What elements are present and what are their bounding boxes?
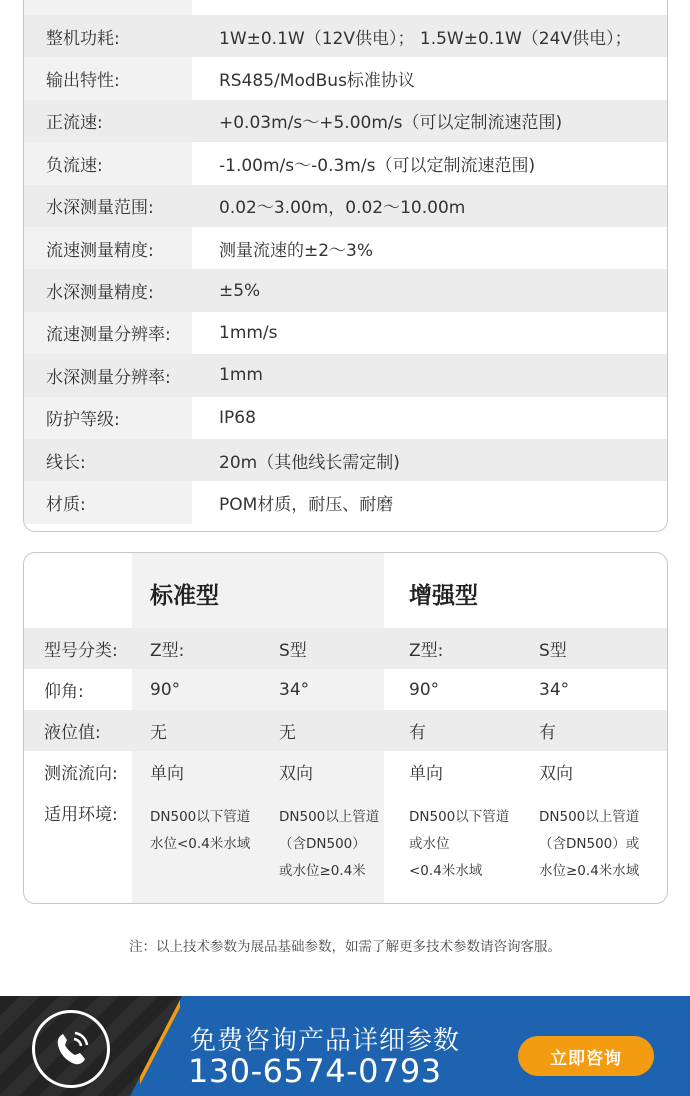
spec-value: 1W±0.1W（12V供电）； 1.5W±0.1W（24V供电）； (219, 28, 632, 49)
spec-row (24, 312, 667, 354)
banner-title: 免费咨询产品详细参数 (190, 1026, 461, 1056)
spec-label: 正流速: (46, 113, 103, 134)
spec-label: 线长: (46, 452, 86, 473)
compare-card (23, 552, 668, 904)
spec-label: 流速测量精度: (24, 227, 192, 269)
compare-row (24, 628, 667, 669)
spec-row (24, 57, 667, 99)
spec-value: RS485/ModBus标准协议 (219, 71, 415, 92)
spec-label: 整机功耗: (46, 28, 120, 49)
spec-row (24, 100, 667, 142)
compare-label: 型号分类: (44, 641, 118, 661)
consult-now-button[interactable]: 立即咨询 (518, 1036, 654, 1076)
spec-label: 流速测量分辨率: (24, 312, 192, 354)
spec-row (24, 481, 667, 523)
spec-value: 1mm/s (219, 322, 278, 343)
compare-cell: Z型: (150, 641, 185, 661)
env-cell-1: DN500以下管道 水位<0.4米水域 (150, 809, 251, 852)
spec-value: IP68 (219, 407, 256, 428)
spec-value: ±5% (219, 280, 261, 301)
compare-rows (24, 628, 667, 792)
env-cell-2: DN500以上管道 （含DN500） 或水位≥0.4米 (279, 809, 380, 879)
spec-value: POM材质，耐压、耐磨 (219, 494, 394, 515)
consult-banner[interactable] (0, 996, 690, 1096)
compare-cell: 34° (279, 679, 310, 700)
env-cell-4: DN500以上管道 （含DN500）或 水位≥0.4米水域 (539, 809, 640, 879)
compare-cell: 双向 (539, 764, 573, 784)
compare-cell: 34° (539, 679, 570, 700)
spec-label: 水深测量分辨率: (46, 367, 171, 388)
compare-cell: 无 (279, 723, 296, 743)
spec-row (24, 439, 667, 481)
spec-label: 材质: (24, 481, 192, 523)
compare-label: 仰角: (44, 682, 84, 702)
spec-rows (24, 15, 667, 524)
footnote: 注：以上技术参数为展品基础参数，如需了解更多技术参数请咨询客服。 (129, 939, 561, 955)
phone-icon (32, 1010, 110, 1088)
spec-row (24, 185, 667, 227)
spec-row (24, 142, 667, 184)
compare-cell: 单向 (150, 764, 184, 784)
compare-header (24, 553, 667, 628)
compare-cell: 双向 (279, 764, 313, 784)
spec-card (23, 0, 668, 532)
spec-label: 水深测量精度: (46, 283, 154, 304)
spec-row (24, 269, 667, 311)
compare-cell: 90° (409, 679, 440, 700)
spec-row (24, 15, 667, 57)
enhanced-type-heading: 增强型 (409, 583, 478, 609)
spec-label: 输出特性: (24, 57, 192, 99)
compare-cell: 有 (409, 723, 426, 743)
compare-label: 测流流向: (44, 764, 118, 784)
env-cell-3: DN500以下管道 或水位 <0.4米水域 (409, 809, 510, 879)
compare-row (24, 710, 667, 751)
spec-label: 水深测量范围: (46, 198, 154, 219)
compare-cell: Z型: (409, 641, 444, 661)
spec-row-cut (24, 0, 667, 15)
phone-number[interactable]: 130-6574-0793 (188, 1052, 442, 1090)
compare-cell: S型 (539, 641, 567, 661)
spec-row (24, 397, 667, 439)
spec-value: 20m（其他线长需定制) (219, 452, 400, 473)
spec-label: 负流速: (24, 142, 192, 184)
spec-value: 0.02～3.00m，0.02～10.00m (219, 198, 466, 219)
spec-value: 1mm (219, 365, 263, 386)
spec-label: 防护等级: (24, 397, 192, 439)
compare-cell: 90° (150, 679, 181, 700)
env-label: 适用环境: (44, 805, 118, 825)
compare-label: 液位值: (44, 723, 101, 743)
compare-cell: 无 (150, 723, 167, 743)
spec-value: 测量流速的±2～3% (219, 240, 374, 261)
spec-row (24, 354, 667, 396)
spec-value: +0.03m/s～+5.00m/s（可以定制流速范围) (219, 113, 563, 134)
spec-value: -1.00m/s～-0.3m/s（可以定制流速范围) (219, 155, 536, 176)
compare-row (24, 751, 667, 792)
compare-row (24, 669, 667, 710)
compare-env-row (24, 792, 667, 904)
standard-type-heading: 标准型 (150, 583, 219, 609)
compare-cell: 有 (539, 723, 556, 743)
compare-cell: S型 (279, 641, 307, 661)
compare-cell: 单向 (409, 764, 443, 784)
spec-row (24, 227, 667, 269)
